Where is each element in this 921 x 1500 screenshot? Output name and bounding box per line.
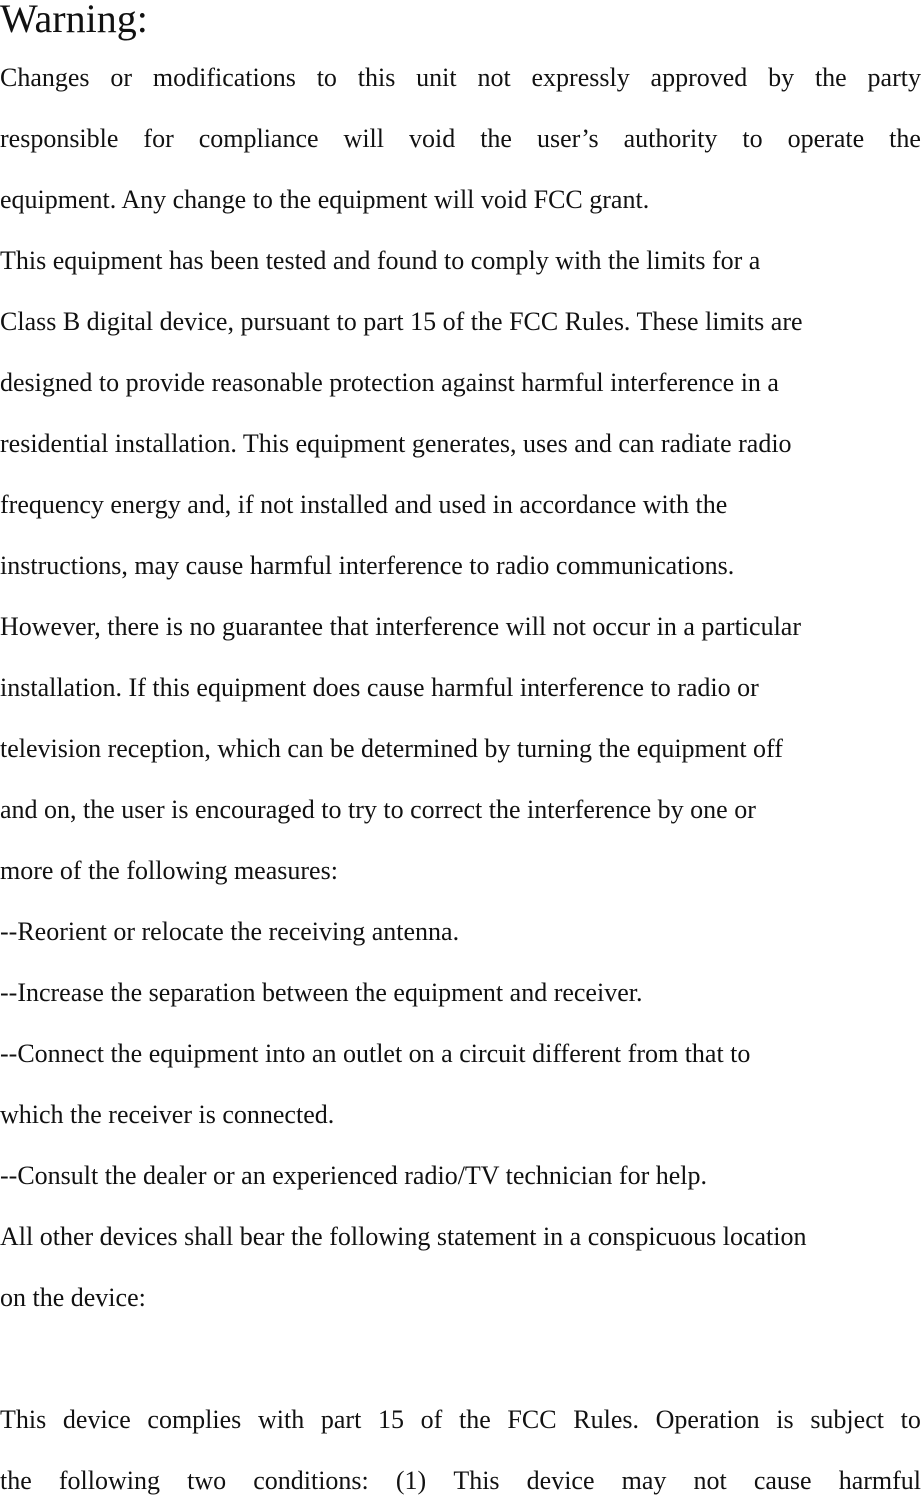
text-line-20: All other devices shall bear the following statement in a conspicuous location (0, 1222, 807, 1251)
text-line-13: and on, the user is encouraged to try to correct the interference by one or (0, 795, 756, 824)
line-word: compliance (198, 124, 319, 153)
line-word: device (62, 1405, 131, 1434)
line-word: this (357, 63, 396, 92)
line-word: the (889, 124, 921, 153)
line-word: may (621, 1466, 667, 1495)
line-word: by (768, 63, 795, 92)
line-word: harmful (838, 1466, 921, 1495)
line-word: operate (787, 124, 865, 153)
line-word: to (742, 124, 763, 153)
text-line-8: frequency energy and, if not installed and used in accordance with the (0, 490, 728, 519)
line-word: modifications (152, 63, 296, 92)
text-line-21: on the device: (0, 1283, 146, 1312)
line-word: party (867, 63, 921, 92)
line-word: Rules. (573, 1405, 639, 1434)
line-word: to (316, 63, 337, 92)
text-line-6: designed to provide reasonable protection against harmful interference in a (0, 368, 779, 397)
line-word: (1) (395, 1466, 427, 1495)
line-word: responsible (0, 124, 119, 153)
line-word: authority (623, 124, 718, 153)
text-line-12: television reception, which can be determined by turning the equipment off (0, 734, 783, 763)
line-word: Operation (655, 1405, 760, 1434)
line-word: void (408, 124, 456, 153)
line-word: not (693, 1466, 727, 1495)
line-word: part (320, 1405, 362, 1434)
text-line-1 (0, 61, 921, 95)
line-word: the (480, 124, 512, 153)
warning-heading: Warning: (0, 0, 148, 41)
line-word: subject (810, 1405, 884, 1434)
text-line-3: equipment. Any change to the equipment will void FCC grant. (0, 185, 650, 214)
line-word: or (110, 63, 133, 92)
line-word: following (58, 1466, 160, 1495)
text-line-10: However, there is no guarantee that interference will not occur in a particular (0, 612, 801, 641)
line-word: This (0, 1405, 47, 1434)
line-word: unit (416, 63, 457, 92)
line-word: approved (650, 63, 748, 92)
line-word: is (776, 1405, 794, 1434)
line-word: not (477, 63, 511, 92)
text-line-17: --Connect the equipment into an outlet on a circuit different from that to (0, 1039, 751, 1068)
line-word: with (257, 1405, 305, 1434)
line-word: the (0, 1466, 32, 1495)
line-word: the (458, 1405, 491, 1434)
line-word: two (187, 1466, 227, 1495)
line-word: complies (147, 1405, 242, 1434)
line-word: 15 (377, 1405, 404, 1434)
text-line-5: Class B digital device, pursuant to part 15 of the FCC Rules. These limits are (0, 307, 803, 336)
line-word: FCC (507, 1405, 557, 1434)
text-line-23 (0, 1464, 921, 1498)
line-word: to (900, 1405, 921, 1434)
line-word: cause (753, 1466, 812, 1495)
line-word: the (814, 63, 847, 92)
text-line-19: --Consult the dealer or an experienced radio/TV technician for help. (0, 1161, 708, 1190)
line-word: user’s (536, 124, 599, 153)
line-word: will (343, 124, 384, 153)
text-line-15: --Reorient or relocate the receiving antenna. (0, 917, 460, 946)
line-word: expressly (531, 63, 630, 92)
text-line-14: more of the following measures: (0, 856, 338, 885)
line-word: device (526, 1466, 595, 1495)
text-line-11: installation. If this equipment does cause harmful interference to radio or (0, 673, 759, 702)
text-line-9: instructions, may cause harmful interference to radio communications. (0, 551, 735, 580)
text-line-18: which the receiver is connected. (0, 1100, 335, 1129)
text-line-16: --Increase the separation between the equipment and receiver. (0, 978, 643, 1007)
line-word: for (143, 124, 174, 153)
line-word: Changes (0, 63, 90, 92)
text-line-2 (0, 122, 921, 156)
line-word: This (453, 1466, 500, 1495)
line-word: of (420, 1405, 443, 1434)
text-line-4: This equipment has been tested and found to comply with the limits for a (0, 246, 761, 275)
text-line-7: residential installation. This equipment generates, uses and can radiate radio (0, 429, 792, 458)
line-word: conditions: (253, 1466, 369, 1495)
text-line-22 (0, 1403, 921, 1437)
